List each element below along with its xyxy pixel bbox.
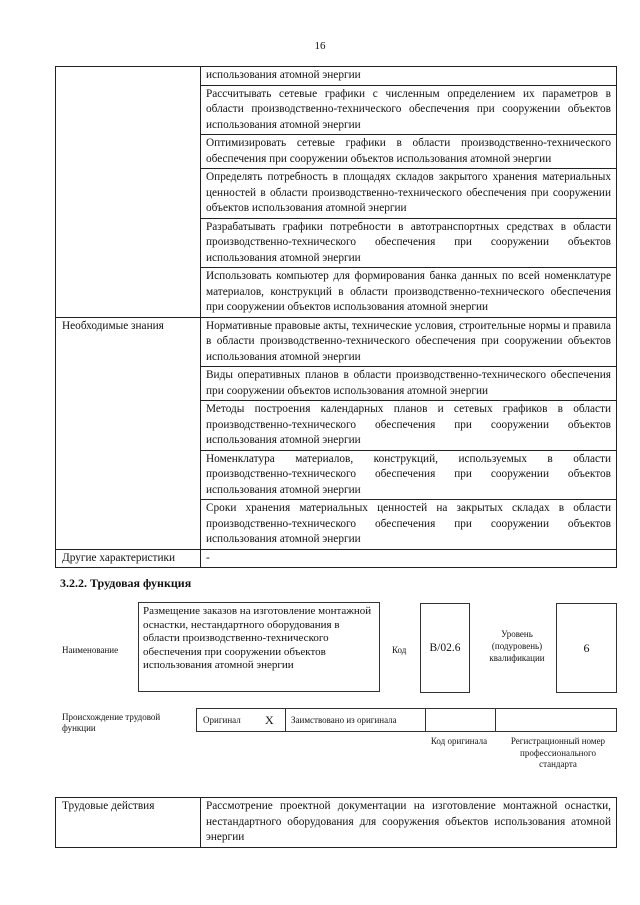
row-item: Разрабатывать графики потребности в автотранспортных средствах в области производственно-технического обеспечения при сооружении объектов использования атомной энергии	[201, 218, 617, 268]
row-label	[56, 67, 201, 318]
origin-label: Происхождение трудовой функции	[62, 712, 161, 733]
section-title: 3.2.2. Трудовая функция	[60, 576, 192, 590]
actions-label: Трудовые действия	[56, 798, 201, 848]
original-label: Оригинал	[203, 715, 241, 725]
function-name-value: Размещение заказов на изготовление монтажной оснастки, нестандартного оборудования в области производственно-технического обеспечения при сооружении объектов использования атомной энергии	[138, 602, 380, 692]
row-item: использования атомной энергии	[201, 67, 617, 86]
row-label: Необходимые знания	[56, 317, 201, 549]
borrowed-label: Заимствовано из оригинала	[291, 715, 397, 725]
page-number: 16	[314, 40, 326, 52]
table-row	[56, 67, 617, 86]
table-row	[56, 317, 617, 367]
labor-actions-table	[55, 797, 617, 848]
table-row	[56, 798, 617, 848]
row-item: Нормативные правовые акты, технические условия, строительные нормы и правила в области производственно-технического обеспечения при сооружении объектов использования атомной энергии	[201, 317, 617, 367]
row-item: -	[201, 549, 617, 568]
row-item: Определять потребность в площадях складов закрытого хранения материальных ценностей в области производственно-технического обеспечения при сооружении объектов использования атомной энергии	[201, 169, 617, 219]
reg-number-label: Регистрационный номер профессионального стандарта	[510, 736, 606, 769]
level-value: 6	[556, 603, 617, 693]
row-item: Сроки хранения материальных ценностей на закрытых складах в области производственно-технического обеспечения при сооружении объектов использования атомной энергии	[201, 500, 617, 550]
row-item: Номенклатура материалов, конструкций, используемых в области производственно-технического обеспечения при сооружении объектов использования атомной энергии	[201, 450, 617, 500]
original-mark: X	[265, 712, 274, 727]
row-item: Методы построения календарных планов и сетевых графиков в области производственно-технического обеспечения при сооружении объектов использования атомной энергии	[201, 401, 617, 451]
function-code-value: B/02.6	[420, 603, 470, 693]
skills-knowledge-table	[55, 66, 617, 568]
level-label: Уровень (подуровень) квалификации	[489, 629, 545, 663]
origin-row	[196, 708, 617, 732]
row-item: Виды оперативных планов в области производственно-технического обеспечения при сооружении объектов использования атомной энергии	[201, 367, 617, 401]
row-item: Использовать компьютер для формирования банка данных по всей номенклатуре материалов, конструкций в области производственно-технического обеспечения при сооружении объектов использования атомной энергии	[201, 268, 617, 318]
code-label: Код	[392, 645, 407, 655]
table-row	[56, 549, 617, 568]
actions-value: Рассмотрение проектной документации на изготовление монтажной оснастки, нестандартного оборудования для сооружения объектов использования атомной энергии	[201, 798, 617, 848]
name-label: Наименование	[62, 645, 119, 655]
code-original-label: Код оригинала	[430, 736, 488, 746]
row-item: Оптимизировать сетевые графики в области производственно-технического обеспечения при сооружении объектов использования атомной энергии	[201, 135, 617, 169]
row-label: Другие характеристики	[56, 549, 201, 568]
row-item: Рассчитывать сетевые графики с численным определением их параметров в области производственно-технического обеспечения при сооружении объектов использования атомной энергии	[201, 85, 617, 135]
